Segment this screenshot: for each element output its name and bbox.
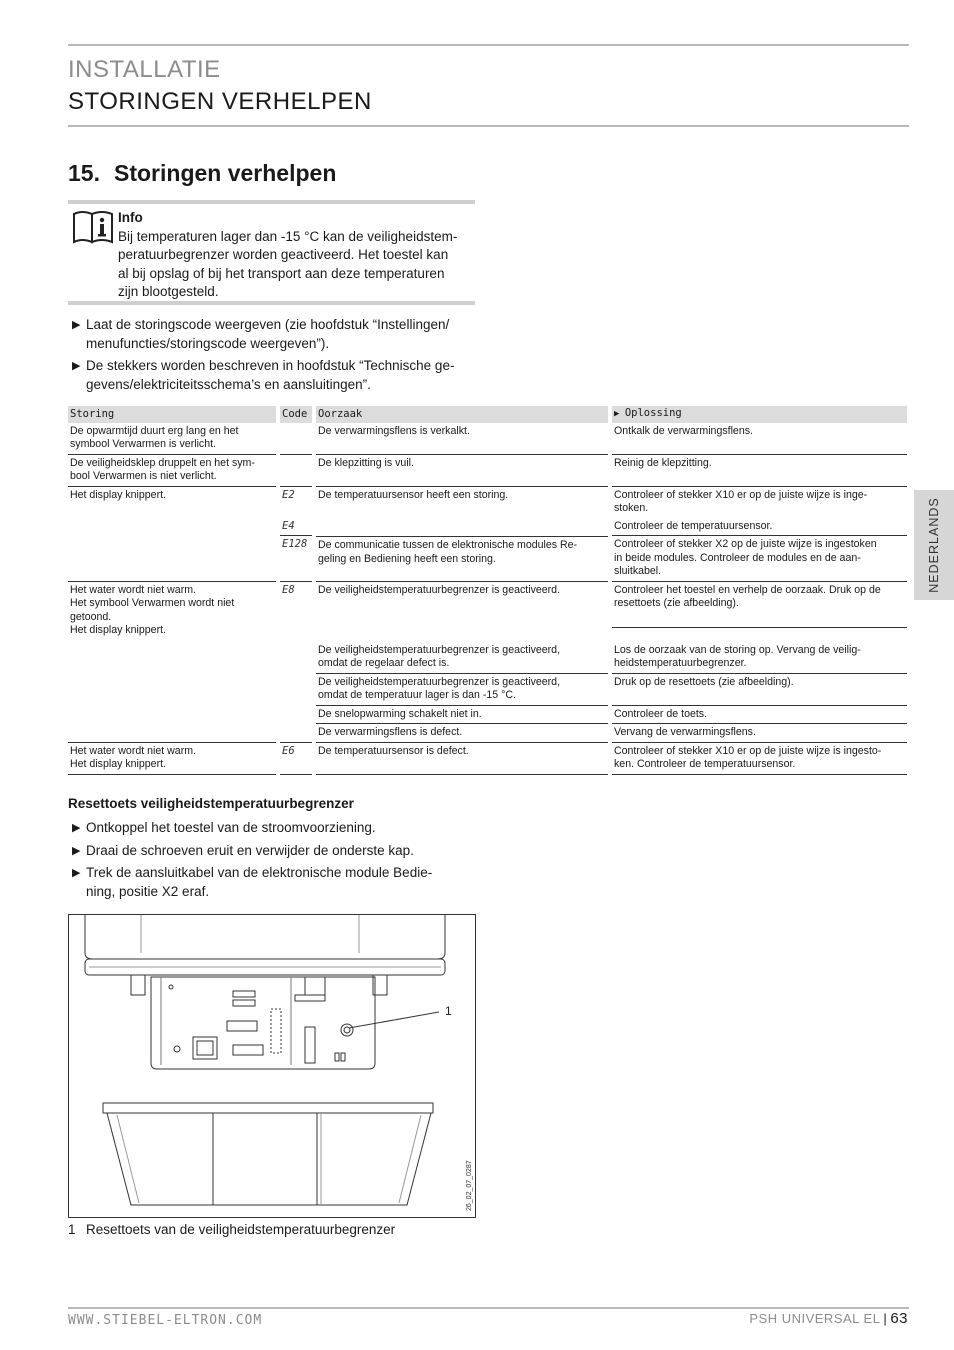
table-row: E128 De communicatie tussen de elektronische modules Re- geling en Bediening heeft een storing. Controleer of stekker X2 op de juiste wijze is ingestoken in beide modules. Controleer de modules en de aan- sluitkabel. xyxy=(68,536,907,582)
reset-step-line: ning, positie X2 eraf. xyxy=(86,883,210,899)
table-row: De opwarmtijd duurt erg lang en het symbool Verwarmen is verlicht. De verwarmingsflens is verkalkt. Ontkalk de verwarmingsflens. xyxy=(68,423,907,455)
info-line: Bij temperaturen lager dan -15 °C kan de veiligheidstem- xyxy=(118,229,458,244)
language-side-tab xyxy=(914,490,954,600)
table-row: De veiligheidstemperatuurbegrenzer is geactiveerd, omdat de regelaar defect is. Los de oorzaak van de storing op. Vervang de veilig- heidstemperatuurbegrenzer. xyxy=(68,628,907,674)
col-header-oorzaak: Oorzaak xyxy=(316,406,608,423)
triangle-bullet-icon: ▶ xyxy=(614,409,625,419)
col-header-storing: Storing xyxy=(68,406,276,423)
chapter-title: Storingen verhelpen xyxy=(114,160,337,186)
info-line: zijn blootgesteld. xyxy=(118,283,219,299)
reset-step xyxy=(72,864,472,901)
figure-reference: 26_02_07_0287 xyxy=(466,1160,473,1211)
instruction-line: De stekkers worden beschreven in hoofdstuk “Technische ge- xyxy=(86,358,455,373)
side-tab-label: NEDERLANDS xyxy=(927,497,941,593)
reset-step xyxy=(72,819,472,838)
table-row: De veiligheidstemperatuurbegrenzer is geactiveerd, omdat de temperatuur lager is dan -15 °C. Druk op de resettoets (zie afbeelding). xyxy=(68,674,907,706)
chapter-heading xyxy=(68,160,336,187)
instruction-item xyxy=(72,357,482,394)
reset-step-line: Draai de schroeven eruit en verwijder de onderste kap. xyxy=(86,842,414,858)
info-title: Info xyxy=(118,210,143,225)
footer-separator: | xyxy=(883,1311,888,1326)
table-row: Het water wordt niet warm. Het display knippert. E6 De temperatuursensor is defect. Controleer of stekker X10 er op de juiste wijze is ingesto- ken. Controleer de temperatuursensor. xyxy=(68,743,907,775)
triangle-bullet-icon: ▶ xyxy=(72,360,81,372)
instruction-line: gevens/elektriciteitsschema’s en aansluitingen”. xyxy=(86,376,371,392)
appliance-drawing xyxy=(69,915,475,1217)
reset-button-figure xyxy=(68,914,476,1218)
table-row: De verwarmingsflens is defect. Vervang de verwarmingsflens. xyxy=(68,724,907,743)
triangle-bullet-icon: ▶ xyxy=(72,844,81,857)
instruction-item xyxy=(72,316,482,353)
footer-url: WWW.STIEBEL-ELTRON.COM xyxy=(68,1313,263,1328)
table-row: De snelopwarming schakelt niet in. Controleer de toets. xyxy=(68,706,907,725)
header-title: STORINGEN VERHELPEN xyxy=(68,88,372,115)
figure-caption xyxy=(68,1222,395,1237)
table-row: E4 Controleer de temperatuursensor. xyxy=(68,518,907,537)
col-header-oplossing-label: Oplossing xyxy=(624,407,682,419)
info-text xyxy=(118,228,474,301)
caption-number: 1 xyxy=(68,1222,76,1237)
page-number: 63 xyxy=(890,1310,908,1327)
reset-step xyxy=(72,842,472,861)
header-section: INSTALLATIE xyxy=(68,56,221,83)
instruction-line: Laat de storingscode weergeven (zie hoofdstuk “Instellingen/ xyxy=(86,317,450,332)
info-bottom-rule xyxy=(68,301,475,305)
reset-step-line: Trek de aansluitkabel van de elektronische module Bedie- xyxy=(86,865,433,880)
info-line: al bij opslag of bij het transport aan deze temperaturen xyxy=(118,265,445,281)
reset-step-line: Ontkoppel het toestel van de stroomvoorziening. xyxy=(86,820,376,835)
reset-steps xyxy=(72,819,472,905)
header-bottom-rule xyxy=(68,125,909,127)
footer-product-name: PSH UNIVERSAL EL xyxy=(749,1311,881,1326)
table-row: Het display knippert. E2 De temperatuursensor heeft een storing. Controleer of stekker X10 er op de juiste wijze is inge- stoken. xyxy=(68,487,907,518)
caption-text: Resettoets van de veiligheidstemperatuurbegrenzer xyxy=(86,1222,396,1237)
col-header-code: Code xyxy=(280,406,312,423)
triangle-bullet-icon: ▶ xyxy=(72,867,81,879)
header-top-rule xyxy=(68,44,909,46)
triangle-bullet-icon: ▶ xyxy=(72,822,81,834)
col-header-oplossing xyxy=(612,406,907,423)
table-row: De veiligheidsklep druppelt en het sym- bool Verwarmen is niet verlicht. De klepzitting is vuil. Reinig de klepzitting. xyxy=(68,455,907,487)
table-header-row xyxy=(68,406,907,423)
info-line: peratuurbegrenzer worden geactiveerd. Het toestel kan xyxy=(118,247,449,263)
footer-product xyxy=(749,1310,908,1327)
instruction-list xyxy=(72,316,482,398)
instruction-line: menufuncties/storingscode weergeven”). xyxy=(86,335,330,351)
reset-section-title: Resettoets veiligheidstemperatuurbegrenzer xyxy=(68,796,354,811)
info-top-rule xyxy=(68,200,475,204)
triangle-bullet-icon: ▶ xyxy=(72,319,81,331)
footer-rule xyxy=(68,1307,909,1309)
figure-callout-number: 1 xyxy=(445,1004,452,1018)
table-row: Het water wordt niet warm. Het symbool Verwarmen wordt niet getoond. Het display knippert. E8 De veiligheidstemperatuurbegrenzer is geactiveerd. Controleer het toestel en verhelp de oorzaak. Druk op de resettoets (zie afbeelding). xyxy=(68,582,907,628)
book-info-icon xyxy=(72,210,114,244)
troubleshooting-table xyxy=(68,406,907,775)
chapter-number: 15. xyxy=(68,160,100,186)
